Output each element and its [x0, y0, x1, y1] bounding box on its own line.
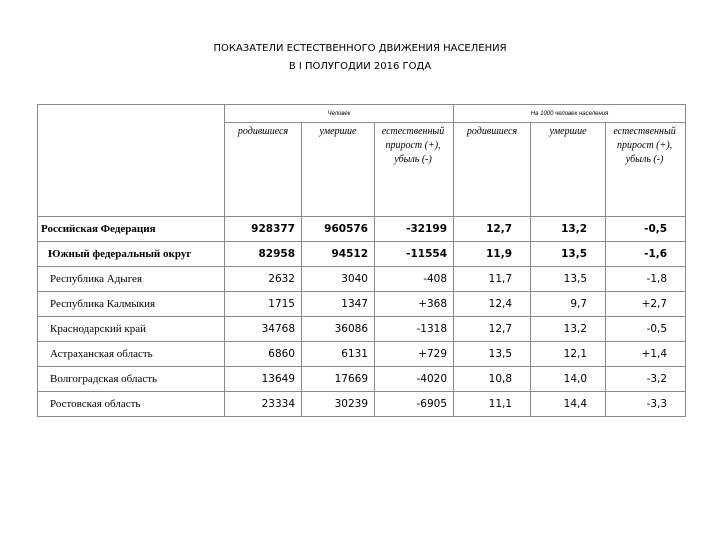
born-value: 82958: [225, 242, 302, 267]
died-rate-value: 13,5: [531, 242, 606, 267]
born-rate-value: 11,7: [454, 267, 531, 292]
column-header-died: умершие: [302, 123, 375, 217]
born-rate-value: 12,7: [454, 217, 531, 242]
region-name: Краснодарский край: [38, 317, 225, 342]
died-value: 1347: [302, 292, 375, 317]
growth-rate-value: +2,7: [606, 292, 686, 317]
growth-rate-value: -0,5: [606, 217, 686, 242]
title-line-2: В I ПОЛУГОДИИ 2016 ГОДА: [288, 61, 432, 72]
died-rate-value: 14,0: [531, 367, 606, 392]
region-name: Республика Калмыкия: [38, 292, 225, 317]
died-value: 36086: [302, 317, 375, 342]
born-rate-value: 11,9: [454, 242, 531, 267]
growth-rate-value: -3,2: [606, 367, 686, 392]
table-row: [38, 242, 686, 267]
growth-rate-value: +1,4: [606, 342, 686, 367]
died-value: 30239: [302, 392, 375, 417]
column-header-born: родившиеся: [225, 123, 302, 217]
growth-value: -6905: [375, 392, 454, 417]
born-value: 13649: [225, 367, 302, 392]
died-value: 94512: [302, 242, 375, 267]
born-value: 34768: [225, 317, 302, 342]
growth-value: +729: [375, 342, 454, 367]
died-value: 3040: [302, 267, 375, 292]
table-row: [38, 317, 686, 342]
died-rate-value: 13,2: [531, 317, 606, 342]
died-rate-value: 9,7: [531, 292, 606, 317]
table-row: [38, 217, 686, 242]
born-value: 23334: [225, 392, 302, 417]
born-rate-value: 11,1: [454, 392, 531, 417]
column-header-natural-growth-rate: естественный прирост (+), убыль (-): [606, 123, 686, 217]
table-row: [38, 367, 686, 392]
born-rate-value: 12,7: [454, 317, 531, 342]
table-row: [38, 342, 686, 367]
table-row: [38, 267, 686, 292]
born-value: 928377: [225, 217, 302, 242]
region-name: Российская Федерация: [38, 217, 225, 242]
born-rate-value: 10,8: [454, 367, 531, 392]
table-row: [38, 292, 686, 317]
growth-rate-value: -0,5: [606, 317, 686, 342]
died-rate-value: 13,2: [531, 217, 606, 242]
died-value: 6131: [302, 342, 375, 367]
region-name: Южный федеральный округ: [38, 242, 225, 267]
region-header-cell: [38, 105, 225, 217]
born-value: 6860: [225, 342, 302, 367]
region-name: Волгоградская область: [38, 367, 225, 392]
region-name: Ростовская область: [38, 392, 225, 417]
column-header-natural-growth: естественный прирост (+), убыль (-): [375, 123, 454, 217]
died-rate-value: 14,4: [531, 392, 606, 417]
column-header-born-rate: родившиеся: [454, 123, 531, 217]
died-value: 960576: [302, 217, 375, 242]
died-value: 17669: [302, 367, 375, 392]
growth-value: -1318: [375, 317, 454, 342]
growth-value: -32199: [375, 217, 454, 242]
born-rate-value: 12,4: [454, 292, 531, 317]
group-header-per-1000: На 1000 человек населения: [454, 105, 686, 123]
growth-rate-value: -1,8: [606, 267, 686, 292]
growth-value: -11554: [375, 242, 454, 267]
died-rate-value: 12,1: [531, 342, 606, 367]
growth-value: -408: [375, 267, 454, 292]
growth-rate-value: -1,6: [606, 242, 686, 267]
born-rate-value: 13,5: [454, 342, 531, 367]
born-value: 1715: [225, 292, 302, 317]
title-line-1: ПОКАЗАТЕЛИ ЕСТЕСТВЕННОГО ДВИЖЕНИЯ НАСЕЛЕНИЯ: [213, 43, 507, 54]
table-row: [38, 392, 686, 417]
growth-value: -4020: [375, 367, 454, 392]
born-value: 2632: [225, 267, 302, 292]
population-movement-table: [37, 104, 686, 417]
column-header-died-rate: умершие: [531, 123, 606, 217]
page-title: [0, 40, 720, 76]
region-name: Республика Адыгея: [38, 267, 225, 292]
growth-value: +368: [375, 292, 454, 317]
region-name: Астраханская область: [38, 342, 225, 367]
group-header-persons: Человек: [225, 105, 454, 123]
growth-rate-value: -3,3: [606, 392, 686, 417]
died-rate-value: 13,5: [531, 267, 606, 292]
